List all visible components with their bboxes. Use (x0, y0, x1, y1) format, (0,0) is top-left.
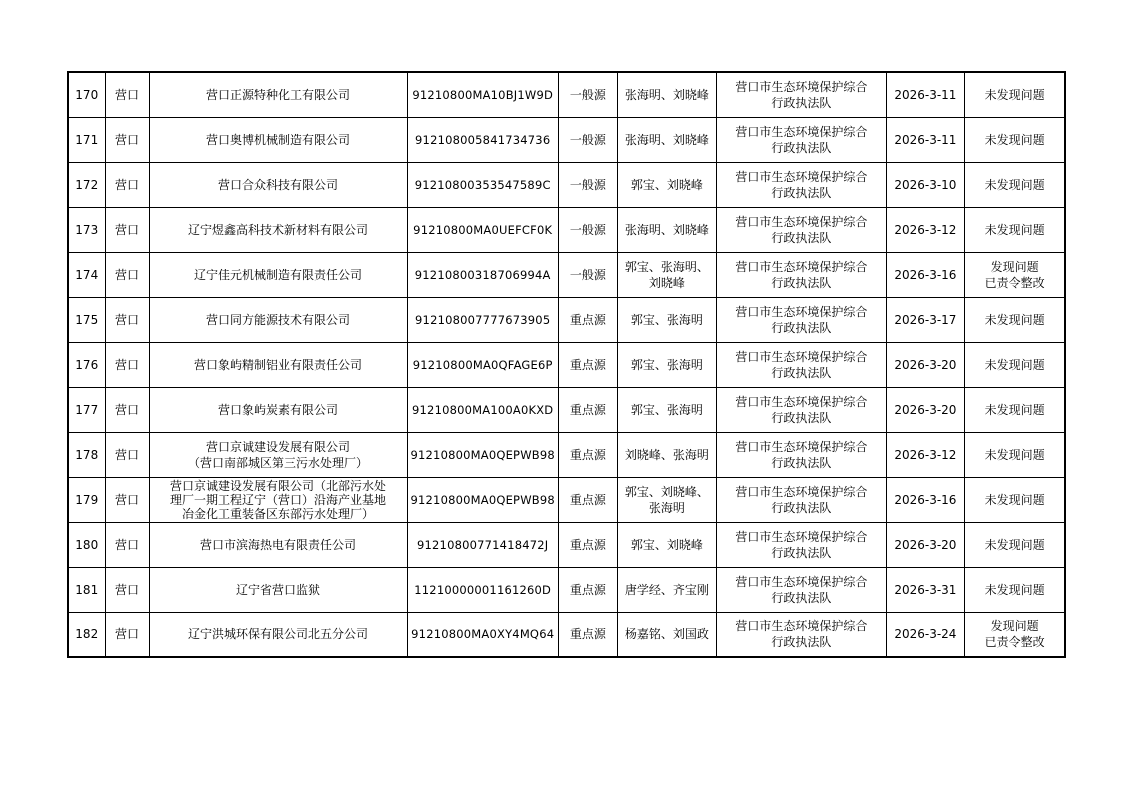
city-cell: 营口 (105, 477, 149, 522)
inspection-date-cell: 2026-3-17 (886, 297, 964, 342)
inspectors-cell: 郭宝、张海明 (617, 387, 716, 432)
result-cell: 未发现问题 (964, 162, 1065, 207)
credit-code-cell: 11210000001161260D (407, 567, 558, 612)
city-cell: 营口 (105, 567, 149, 612)
company-name-cell: 营口奥博机械制造有限公司 (149, 117, 407, 162)
agency-cell: 营口市生态环境保护综合 行政执法队 (716, 612, 886, 657)
company-name-cell: 营口合众科技有限公司 (149, 162, 407, 207)
source-type-cell: 重点源 (558, 612, 617, 657)
agency-cell: 营口市生态环境保护综合 行政执法队 (716, 522, 886, 567)
table-row (68, 72, 1065, 117)
inspectors-cell: 张海明、刘晓峰 (617, 207, 716, 252)
source-type-cell: 一般源 (558, 207, 617, 252)
credit-code-cell: 91210800MA10BJ1W9D (407, 72, 558, 117)
inspectors-cell: 郭宝、刘晓峰 (617, 162, 716, 207)
source-type-cell: 重点源 (558, 567, 617, 612)
agency-cell: 营口市生态环境保护综合 行政执法队 (716, 252, 886, 297)
city-cell: 营口 (105, 297, 149, 342)
row-number: 182 (68, 612, 105, 657)
company-name-cell: 营口京诚建设发展有限公司（北部污水处 理厂一期工程辽宁（营口）沿海产业基地 冶金化工重装备区东部污水处理厂） (149, 477, 407, 522)
row-number: 180 (68, 522, 105, 567)
table-row (68, 162, 1065, 207)
row-number: 176 (68, 342, 105, 387)
inspectors-cell: 张海明、刘晓峰 (617, 72, 716, 117)
inspectors-cell: 郭宝、刘晓峰 (617, 522, 716, 567)
inspection-date-cell: 2026-3-20 (886, 342, 964, 387)
city-cell: 营口 (105, 612, 149, 657)
credit-code-cell: 91210800MA0QEPWB98 (407, 477, 558, 522)
table-row (68, 252, 1065, 297)
result-cell: 未发现问题 (964, 387, 1065, 432)
row-number: 171 (68, 117, 105, 162)
company-name-cell: 营口象屿精制铝业有限责任公司 (149, 342, 407, 387)
source-type-cell: 重点源 (558, 432, 617, 477)
agency-cell: 营口市生态环境保护综合 行政执法队 (716, 432, 886, 477)
credit-code-cell: 91210800MA0QFAGE6P (407, 342, 558, 387)
row-number: 181 (68, 567, 105, 612)
result-cell: 未发现问题 (964, 567, 1065, 612)
table-row (68, 342, 1065, 387)
table-row (68, 387, 1065, 432)
city-cell: 营口 (105, 432, 149, 477)
inspectors-cell: 郭宝、张海明 (617, 342, 716, 387)
city-cell: 营口 (105, 252, 149, 297)
source-type-cell: 一般源 (558, 252, 617, 297)
inspection-date-cell: 2026-3-16 (886, 252, 964, 297)
inspection-date-cell: 2026-3-31 (886, 567, 964, 612)
result-cell: 未发现问题 (964, 297, 1065, 342)
credit-code-cell: 91210800318706994A (407, 252, 558, 297)
inspectors-cell: 郭宝、张海明 (617, 297, 716, 342)
credit-code-cell: 91210800MA100A0KXD (407, 387, 558, 432)
row-number: 174 (68, 252, 105, 297)
city-cell: 营口 (105, 72, 149, 117)
table-row (68, 522, 1065, 567)
company-name-cell: 营口正源特种化工有限公司 (149, 72, 407, 117)
inspectors-cell: 杨嘉铭、刘国政 (617, 612, 716, 657)
row-number: 173 (68, 207, 105, 252)
inspection-date-cell: 2026-3-11 (886, 117, 964, 162)
source-type-cell: 一般源 (558, 162, 617, 207)
result-cell: 发现问题 已责令整改 (964, 612, 1065, 657)
credit-code-cell: 91210800771418472J (407, 522, 558, 567)
city-cell: 营口 (105, 162, 149, 207)
inspection-date-cell: 2026-3-12 (886, 207, 964, 252)
inspection-date-cell: 2026-3-11 (886, 72, 964, 117)
inspection-date-cell: 2026-3-20 (886, 522, 964, 567)
agency-cell: 营口市生态环境保护综合 行政执法队 (716, 567, 886, 612)
table-row (68, 567, 1065, 612)
agency-cell: 营口市生态环境保护综合 行政执法队 (716, 477, 886, 522)
company-name-cell: 辽宁煜鑫高科技术新材料有限公司 (149, 207, 407, 252)
agency-cell: 营口市生态环境保护综合 行政执法队 (716, 207, 886, 252)
agency-cell: 营口市生态环境保护综合 行政执法队 (716, 162, 886, 207)
city-cell: 营口 (105, 117, 149, 162)
result-cell: 未发现问题 (964, 207, 1065, 252)
inspectors-cell: 唐学经、齐宝刚 (617, 567, 716, 612)
source-type-cell: 重点源 (558, 297, 617, 342)
table-row (68, 117, 1065, 162)
row-number: 177 (68, 387, 105, 432)
table-row (68, 432, 1065, 477)
table-row (68, 477, 1065, 522)
company-name-cell: 营口同方能源技术有限公司 (149, 297, 407, 342)
table-row (68, 207, 1065, 252)
inspectors-cell: 刘晓峰、张海明 (617, 432, 716, 477)
credit-code-cell: 912108007777673905 (407, 297, 558, 342)
table-row (68, 612, 1065, 657)
result-cell: 未发现问题 (964, 477, 1065, 522)
row-number: 178 (68, 432, 105, 477)
result-cell: 未发现问题 (964, 432, 1065, 477)
inspectors-cell: 郭宝、刘晓峰、 张海明 (617, 477, 716, 522)
company-name-cell: 营口市滨海热电有限责任公司 (149, 522, 407, 567)
company-name-cell: 辽宁佳元机械制造有限责任公司 (149, 252, 407, 297)
inspection-table (67, 71, 1066, 658)
agency-cell: 营口市生态环境保护综合 行政执法队 (716, 342, 886, 387)
company-name-cell: 辽宁省营口监狱 (149, 567, 407, 612)
credit-code-cell: 91210800MA0XY4MQ64 (407, 612, 558, 657)
row-number: 170 (68, 72, 105, 117)
city-cell: 营口 (105, 207, 149, 252)
source-type-cell: 重点源 (558, 477, 617, 522)
inspection-date-cell: 2026-3-12 (886, 432, 964, 477)
city-cell: 营口 (105, 387, 149, 432)
company-name-cell: 辽宁洪城环保有限公司北五分公司 (149, 612, 407, 657)
credit-code-cell: 91210800MA0QEPWB98 (407, 432, 558, 477)
inspection-date-cell: 2026-3-10 (886, 162, 964, 207)
inspectors-cell: 张海明、刘晓峰 (617, 117, 716, 162)
agency-cell: 营口市生态环境保护综合 行政执法队 (716, 387, 886, 432)
inspectors-cell: 郭宝、张海明、 刘晓峰 (617, 252, 716, 297)
result-cell: 未发现问题 (964, 117, 1065, 162)
inspection-date-cell: 2026-3-20 (886, 387, 964, 432)
credit-code-cell: 91210800353547589C (407, 162, 558, 207)
row-number: 179 (68, 477, 105, 522)
table-row (68, 297, 1065, 342)
source-type-cell: 一般源 (558, 72, 617, 117)
inspection-date-cell: 2026-3-24 (886, 612, 964, 657)
company-name-cell: 营口象屿炭素有限公司 (149, 387, 407, 432)
result-cell: 未发现问题 (964, 522, 1065, 567)
agency-cell: 营口市生态环境保护综合 行政执法队 (716, 72, 886, 117)
agency-cell: 营口市生态环境保护综合 行政执法队 (716, 297, 886, 342)
city-cell: 营口 (105, 522, 149, 567)
result-cell: 未发现问题 (964, 72, 1065, 117)
credit-code-cell: 91210800MA0UEFCF0K (407, 207, 558, 252)
inspection-date-cell: 2026-3-16 (886, 477, 964, 522)
company-name-cell: 营口京诚建设发展有限公司 （营口南部城区第三污水处理厂） (149, 432, 407, 477)
result-cell: 未发现问题 (964, 342, 1065, 387)
agency-cell: 营口市生态环境保护综合 行政执法队 (716, 117, 886, 162)
source-type-cell: 重点源 (558, 342, 617, 387)
source-type-cell: 重点源 (558, 522, 617, 567)
row-number: 175 (68, 297, 105, 342)
credit-code-cell: 912108005841734736 (407, 117, 558, 162)
source-type-cell: 重点源 (558, 387, 617, 432)
row-number: 172 (68, 162, 105, 207)
source-type-cell: 一般源 (558, 117, 617, 162)
result-cell: 发现问题 已责令整改 (964, 252, 1065, 297)
table-body (68, 72, 1065, 657)
city-cell: 营口 (105, 342, 149, 387)
